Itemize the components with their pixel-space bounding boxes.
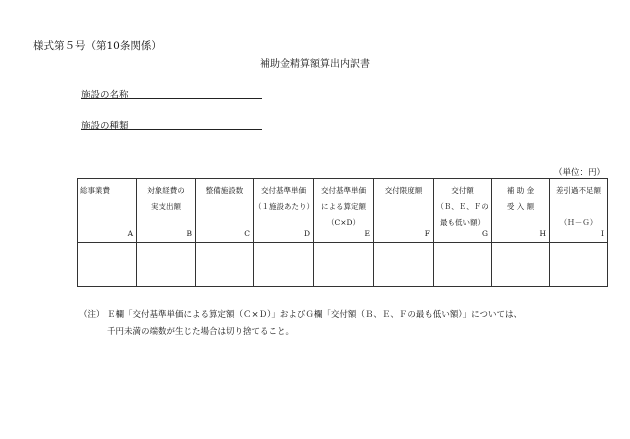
- form-number: 様式第５号（第10条関係）: [33, 40, 162, 52]
- value-cell-d[interactable]: [254, 243, 314, 287]
- table-data-row: [78, 243, 608, 287]
- column-header-line: 総事業費: [80, 186, 110, 195]
- column-header-line: 対象経費の: [147, 186, 185, 195]
- unit-label: （単位：円）: [554, 168, 606, 178]
- column-header-line: による算定額: [321, 202, 366, 211]
- column-header-line: 交付限度額: [384, 186, 423, 195]
- value-cell-f[interactable]: [374, 243, 434, 287]
- column-header-text: [314, 179, 373, 231]
- column-header-text: [196, 179, 253, 199]
- column-header-line: [550, 199, 607, 215]
- column-header-line: 補 助 金: [506, 186, 535, 195]
- column-header-b: [137, 179, 196, 243]
- column-header-line: 実支出額: [151, 202, 181, 211]
- column-letter: B: [186, 229, 192, 238]
- column-header-text: [78, 179, 136, 199]
- column-header-text: [374, 179, 433, 199]
- column-header-line: 整備施設数: [205, 186, 244, 195]
- column-header-line: 最も低い額）: [440, 218, 485, 227]
- column-header-line: （１施設あたり）: [254, 202, 314, 211]
- value-cell-a[interactable]: [78, 243, 137, 287]
- column-header-text: [254, 179, 313, 215]
- facility-type-field-line[interactable]: [81, 129, 262, 130]
- facility-name-field-line[interactable]: [81, 98, 262, 99]
- column-header-line: 交付基準単価: [321, 186, 366, 195]
- column-header-e: [314, 179, 374, 243]
- column-header-c: [196, 179, 254, 243]
- column-letter: D: [303, 229, 310, 238]
- value-cell-i[interactable]: [550, 243, 608, 287]
- facility-name-label: 施設の名称: [81, 90, 129, 101]
- column-letter: G: [482, 229, 488, 238]
- document-title: 補助金精算額算出内訳書: [260, 59, 370, 70]
- facility-type-label: 施設の種類: [81, 121, 129, 132]
- column-header-line: （Ｂ、Ｅ、Ｆの: [436, 202, 489, 211]
- column-letter: A: [127, 229, 133, 238]
- column-letter: F: [424, 229, 430, 238]
- column-header-line: （C×D）: [326, 218, 361, 227]
- column-header-text: [137, 179, 195, 215]
- column-letter: E: [364, 229, 370, 238]
- column-header-a: [78, 179, 137, 243]
- column-header-line: 交付基準単価: [261, 186, 306, 195]
- value-cell-c[interactable]: [196, 243, 254, 287]
- calculation-table: [77, 178, 608, 287]
- column-header-f: [374, 179, 434, 243]
- column-header-g: [434, 179, 492, 243]
- note-label: （注）: [79, 310, 105, 320]
- column-header-text: [492, 179, 549, 215]
- note-line-1: Ｅ欄「交付基準単価による算定額（Ｃ×Ｄ）」およびＧ欄「交付額（Ｂ、Ｅ、Ｆの最も低い額）」については、: [107, 310, 522, 320]
- column-letter: I: [601, 229, 604, 238]
- value-cell-e[interactable]: [314, 243, 374, 287]
- note-line-2: 千円未満の端数が生じた場合は切り捨てること。: [107, 327, 295, 337]
- column-header-h: [492, 179, 550, 243]
- column-header-i: [550, 179, 608, 243]
- value-cell-h[interactable]: [492, 243, 550, 287]
- column-header-text: [550, 179, 607, 231]
- column-header-line: （Ｈ－Ｇ）: [559, 218, 598, 227]
- table-header-row: [78, 179, 608, 243]
- value-cell-b[interactable]: [137, 243, 196, 287]
- value-cell-g[interactable]: [434, 243, 492, 287]
- column-letter: C: [244, 229, 250, 238]
- column-header-line: 交付額: [451, 186, 474, 195]
- column-header-line: 差引過不足額: [556, 186, 601, 195]
- column-letter: H: [539, 229, 546, 238]
- column-header-line: 受 入 額: [506, 202, 535, 211]
- column-header-text: [434, 179, 491, 231]
- column-header-d: [254, 179, 314, 243]
